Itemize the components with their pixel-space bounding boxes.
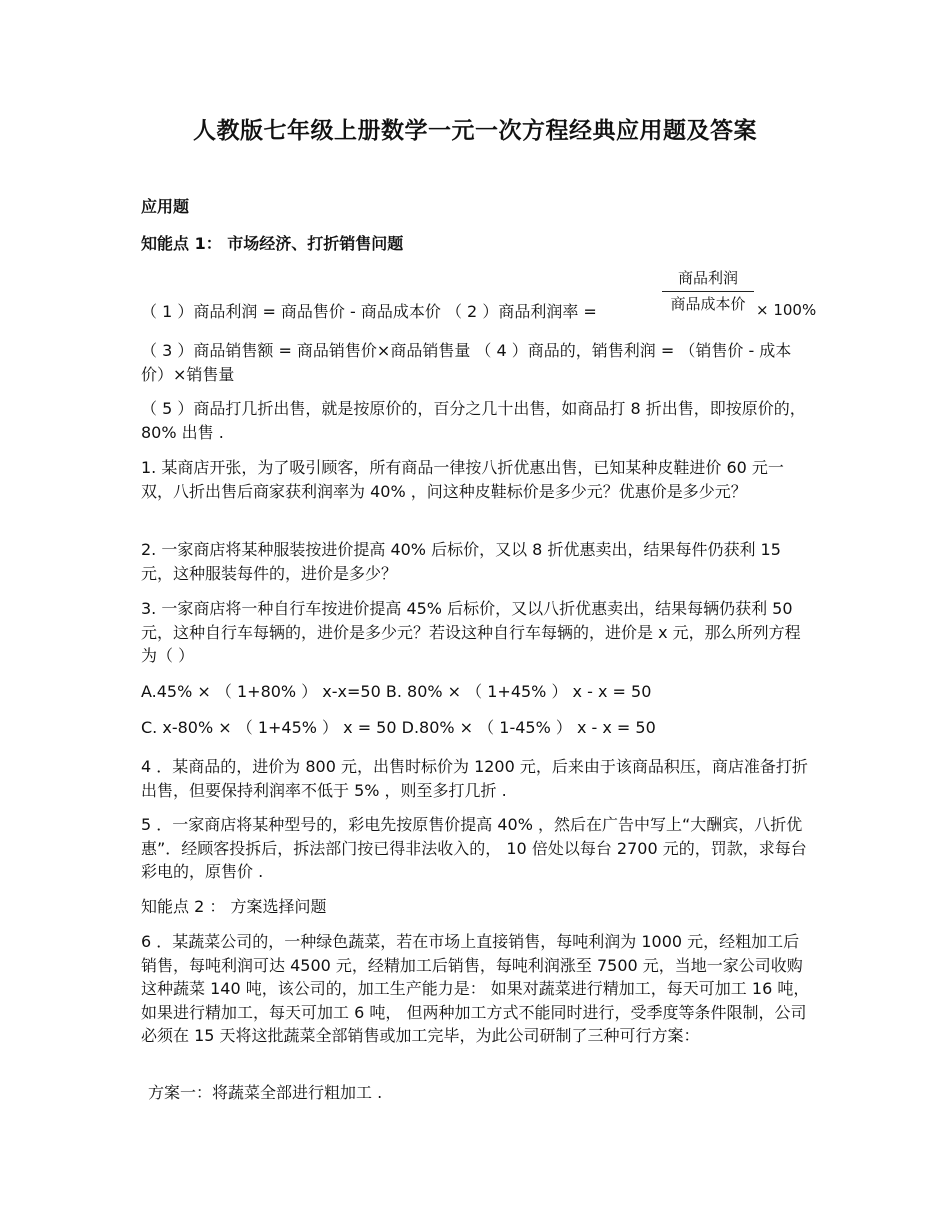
question-6: 6 ．某蔬菜公司的，一种绿色蔬菜，若在市场上直接销售，每吨利润为 1000 元，经粗加工后销售，每吨利润可达 4500 元，经精加工后销售，每吨利润涨至 7500 元，当地一家公司收购这种蔬菜 140 吨，该公司的，加工生产能力是： 如果对蔬菜进行精加工，每天可加工 16 吨，如果进行精加工，每天可加工 6 吨， 但两种加工方式不能同时进行，受季度等条件限制，公司必须在 15 天将这批蔬菜全部销售或加工完毕，为此公司研制了三种可行方案： [141, 932, 810, 1045]
page-title: 人教版七年级上册数学一元一次方程经典应用题及答案 [193, 117, 757, 144]
fraction-bar [662, 291, 754, 292]
formula-line-5: （ 5 ）商品打几折出售，就是按原价的，百分之几十出售，如商品打 8 折出售，即按原价的， 80% 出售 . [141, 399, 806, 442]
section-heading: 应用题 [141, 197, 190, 216]
fraction-denominator: 商品成本价 [670, 295, 746, 313]
question-3: 3. 一家商店将一种自行车按进价提高 45% 后标价，又以八折优惠卖出，结果每辆仍获利 50 元，这种自行车每辆的，进价是多少元？若设这种自行车每辆的，进价是 x 元，那么所列方程为（ ） [141, 599, 801, 665]
knowledge-point-1-heading: 知能点 1： 市场经济、打折销售问题 [141, 234, 404, 253]
plan-1: 方案一：将蔬菜全部进行粗加工 . [148, 1083, 383, 1102]
question-1: 1. 某商店开张，为了吸引顾客，所有商品一律按八折优惠出售，已知某种皮鞋进价 60 元一双，八折出售后商家获利润率为 40% ，问这种皮鞋标价是多少元？优惠价是多少元？ [141, 458, 784, 501]
question-5: 5 ．一家商店将某种型号的，彩电先按原售价提高 40% ，然后在广告中写上“大酬宾，八折优惠”．经顾客投拆后，拆法部门按已得非法收入的， 10 倍处以每台 2700 元的，罚款，求每台彩电的，原售价 . [141, 815, 807, 881]
formula-line-1: （ 1 ）商品利润 = 商品售价 - 商品成本价 （ 2 ）商品利润率 = [141, 302, 597, 321]
knowledge-point-2-heading: 知能点 2 ： 方案选择问题 [141, 897, 327, 916]
times-100-percent: × 100% [756, 301, 817, 319]
question-2: 2. 一家商店将某种服装按进价提高 40% 后标价，又以 8 折优惠卖出，结果每件仍获利 15 元，这种服装每件的，进价是多少？ [141, 540, 781, 583]
question-3-options-cd: C. x-80% × （ 1+45% ） x = 50 D.80% × （ 1-45% ） x - x = 50 [141, 718, 656, 737]
question-3-options-ab: A.45% × （ 1+80% ） x-x=50 B. 80% × （ 1+45% ） x - x = 50 [141, 682, 652, 701]
profit-rate-fraction [660, 268, 756, 314]
formula-line-3: （ 3 ）商品销售额 = 商品销售价×商品销售量 （ 4 ）商品的，销售利润 = （销售价 - 成本价）×销售量 [141, 341, 792, 384]
question-4: 4 ．某商品的，进价为 800 元，出售时标价为 1200 元，后来由于该商品积压，商店准备打折出售，但要保持利润率不低于 5% ，则至多打几折 . [141, 757, 808, 800]
fraction-numerator: 商品利润 [677, 269, 738, 287]
